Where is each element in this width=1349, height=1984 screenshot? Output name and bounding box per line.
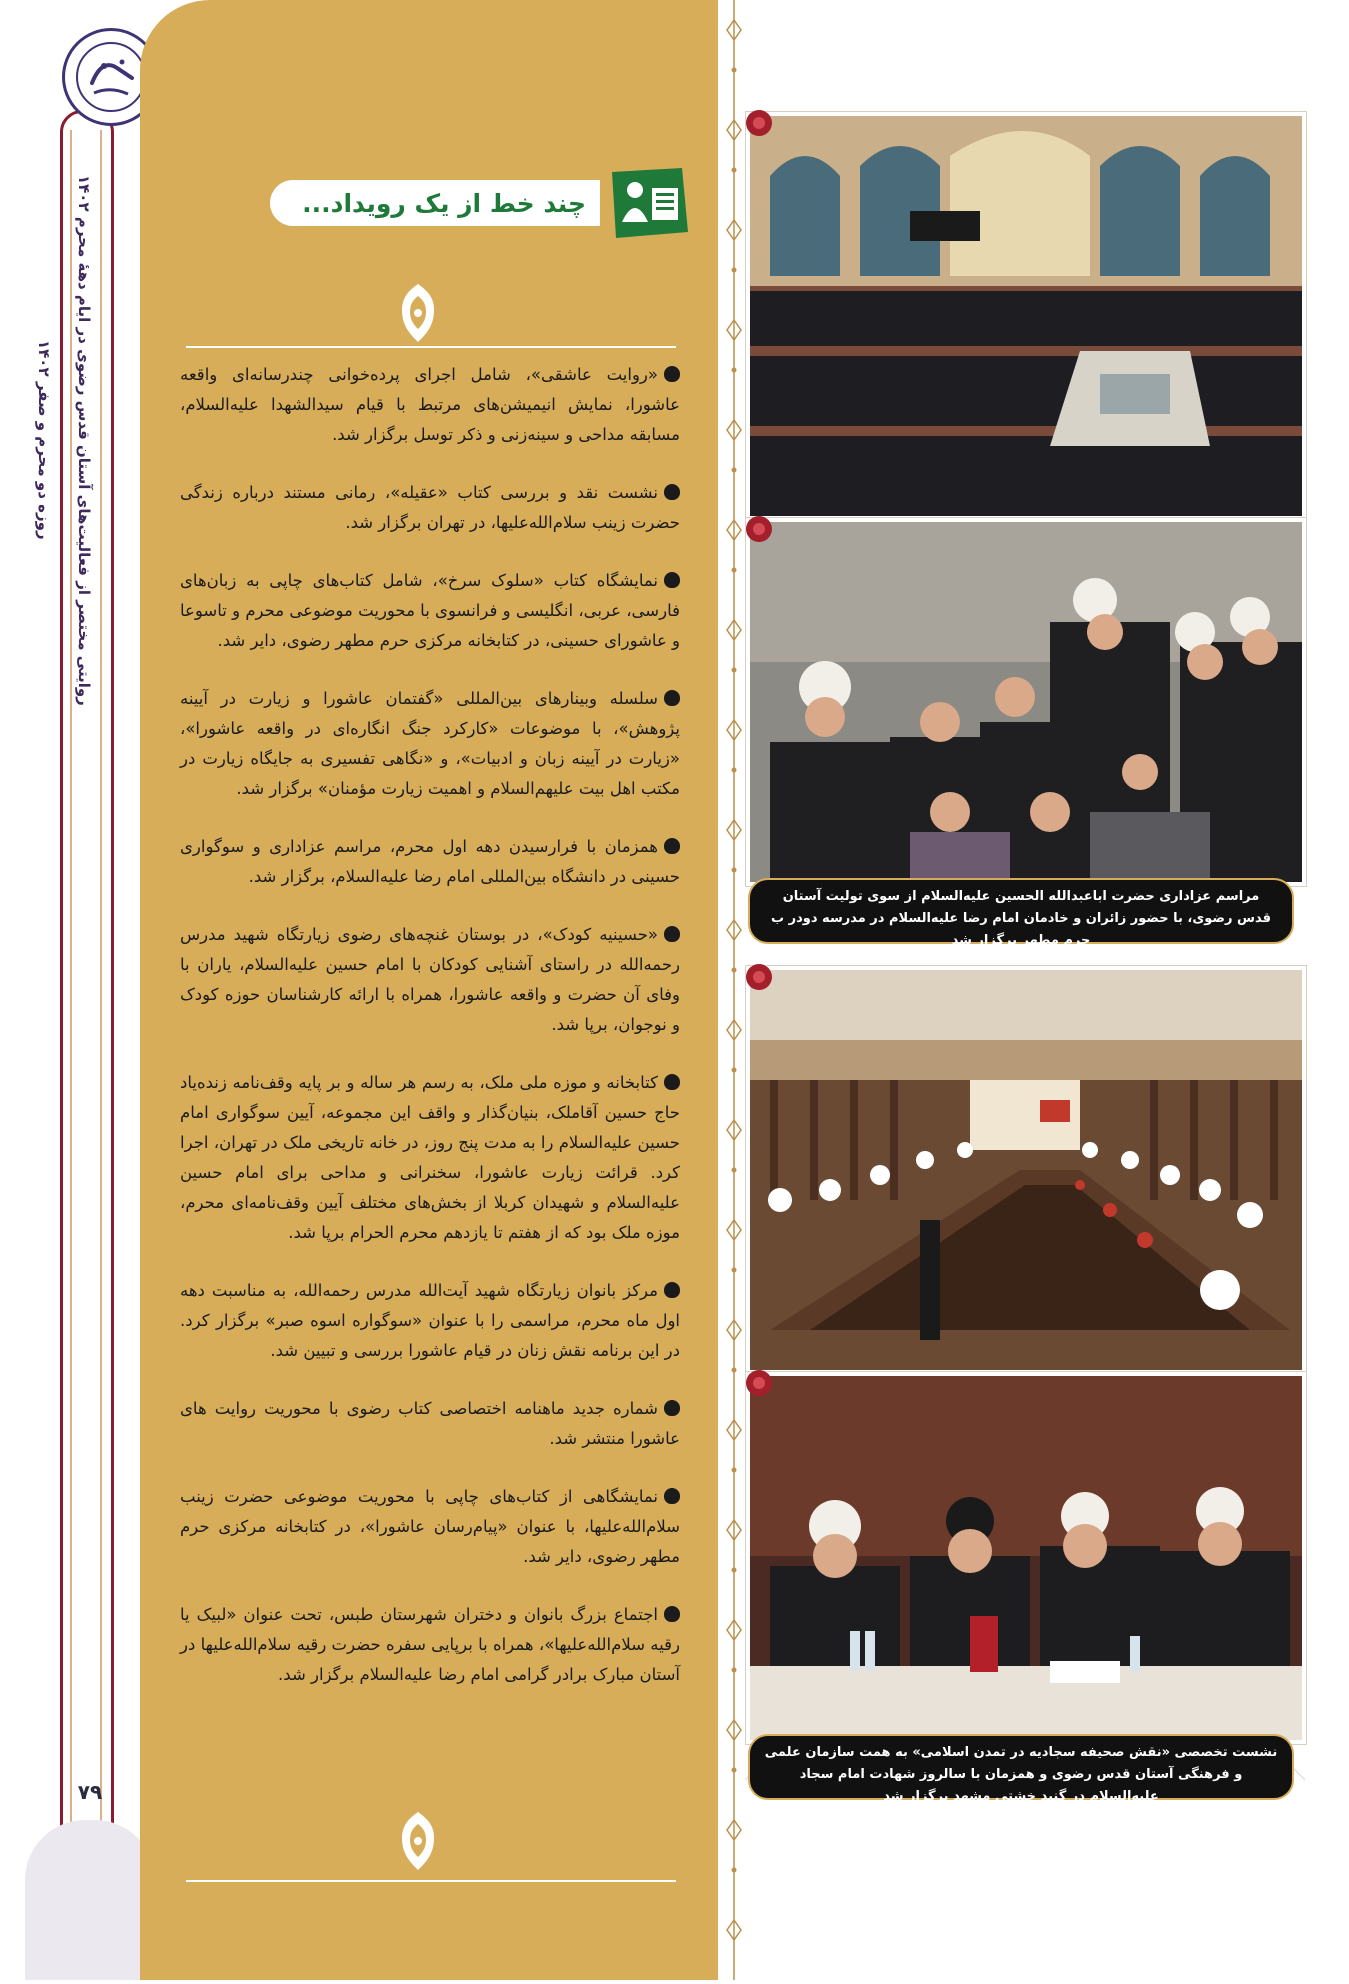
news-text: نشست نقد و بررسی کتاب «عقیله»، رمانی مستند درباره زندگی حضرت زینب سلام‌الله‌علیها، در تهران برگزار شد. [180,483,680,532]
news-item [180,684,680,804]
news-text: کتابخانه و موزه ملی ملک، به رسم هر ساله و بر پایه وقف‌نامه زنده‌یاد حاج حسین آقاملک، بنیان‌گذار و واقف این مجموعه، آیین سوگواری امام حسین علیه‌السلام را به مدت پنج روز، در خانه تاریخی ملک در تهران، اجرا کرد. قرائت زیارت عاشورا، سخنرانی و مداحی برای امام حسین علیه‌السلام و شهیدان کربلا از بخش‌های مختلف آیین وقف‌نامه‌ای محرم، موزه ملک بود که از هفتم تا یازدهم محرم الحرام برپا شد. [180,1073,680,1242]
rose-icon [744,514,774,544]
news-text: مرکز بانوان زیارتگاه شهید آیت‌الله مدرس رحمه‌الله، به مناسبت دهه اول ماه محرم، مراسمی را با عنوان «سوگواره اسوه صبر» برگزار کرد. در این برنامه نقش زنان در قیام عاشورا بررسی و تبیین شد. [180,1281,680,1360]
rose-icon [744,962,774,992]
bottom-divider [186,1880,676,1882]
bullet-icon [664,1488,680,1504]
news-text: نمایشگاه کتاب «سلوک سرخ»، شامل کتاب‌های چاپی به زبان‌های فارسی، عربی، انگلیسی و فرانسوی با محوریت موضوعی محرم و تاسوعا و عاشورای حسینی، در کتابخانه مرکزی حرم مطهر رضوی، دایر شد. [180,571,680,650]
bullet-icon [664,1606,680,1622]
news-text: همزمان با فرارسیدن دهه اول محرم، مراسم عزاداری و سوگواری حسینی در دانشگاه بین‌المللی امام رضا علیه‌السلام، برگزار شد. [180,837,680,886]
news-item [180,1068,680,1248]
news-list [180,360,680,1718]
news-item [180,1394,680,1454]
news-item [180,478,680,538]
photo-clerics-gathering [746,518,1306,886]
news-item [180,1600,680,1690]
hand-ornament-icon [396,1810,440,1874]
news-item [180,566,680,656]
bullet-icon [664,1282,680,1298]
section-title: چند خط از یک رویداد... [302,188,586,218]
news-icon [602,166,690,240]
photo-caption: مراسم عزاداری حضرت اباعبدالله الحسین علیه‌السلام از سوی تولیت آستان قدس رضوی، با حضور زائران و خادمان امام رضا علیه‌السلام در مدرسه دودر ب حرم مطهر برگزار شد [748,878,1294,944]
bullet-icon [664,926,680,942]
rose-icon [744,108,774,138]
bullet-icon [664,572,680,588]
news-item [180,920,680,1040]
news-text: «حسینیه کودک»، در بوستان غنچه‌های رضوی زیارتگاه شهید مدرس رحمه‌الله در راستای آشنایی کودکان با امام حسین علیه‌السلام، یاران با وفای آن حضرت و واقعه عاشورا، همراه با ارائه کارشناسان حوزه کودک و نوجوان، برپا شد. [180,925,680,1034]
sidebar-bottom-shape [25,1820,155,1980]
photo-conference-room [746,966,1306,1374]
photo-caption: نشست تخصصی «نقش صحیفه سجادیه در تمدن اسلامی» به همت سازمان علمی و فرهنگی آستان قدس رضوی و همزمان با سالروز شهادت امام سجاد علیه‌السلام در گنبد خشتی مشهد برگزار شد [748,1734,1294,1800]
bullet-icon [664,1074,680,1090]
photo-shrine-ceremony [746,112,1306,520]
hand-ornament-icon [396,282,440,346]
bullet-icon [664,838,680,854]
section-header [270,180,600,226]
bullet-icon [664,366,680,382]
bullet-icon [664,690,680,706]
news-item [180,1482,680,1572]
news-item [180,832,680,892]
bullet-icon [664,484,680,500]
news-item [180,360,680,450]
photo-panel-session [746,1372,1306,1744]
sidebar-vertical-text: روایتی مختصر از فعالیت‌های آستان قدس رضوی در ایام دهۀ محرم ۱۴۰۲ روزه دو محرم و صفر ۱۴۰۲ [35,174,93,706]
news-text: نمایشگاهی از کتاب‌های چاپی با محوریت موضوعی حضرت زینب سلام‌الله‌علیها، با عنوان «پیام‌رسان عاشورا»، در کتابخانه مرکزی حرم مطهر رضوی، دایر شد. [180,1487,680,1566]
news-text: شماره جدید ماهنامه اختصاصی کتاب رضوی با محوریت روایت های عاشورا منتشر شد. [180,1399,680,1448]
news-text: سلسله وبینارهای بین‌المللی «گفتمان عاشورا و زیارت در آیینه پژوهش»، با موضوعات «کارکرد جنگ انگاره‌ای در واقعه عاشورا»، «زیارت در آیینه زبان و ادبیات»، و «نگاهی تفسیری به جایگاه زیارت در مکتب اهل بیت علیهم‌السلام و اهمیت زیارت مؤمنان» برگزار شد. [180,689,680,798]
bullet-icon [664,1400,680,1416]
news-text: «روایت عاشقی»، شامل اجرای پرده‌خوانی چندرسانه‌ای واقعه عاشورا، نمایش انیمیشن‌های مرتبط با قیام سیدالشهدا علیه‌السلام، مسابقه مداحی و سینه‌زنی و ذکر توسل برگزار شد. [180,365,680,444]
page-number: ۷۹ [77,1780,103,1804]
news-item [180,1276,680,1366]
news-text: اجتماع بزرگ بانوان و دختران شهرستان طبس، تحت عنوان «لبیک یا رقیه سلام‌الله‌علیها»، همراه با برپایی سفره حضرت رقیه سلام‌الله‌علیها در آستان مبارک برادر گرامی امام رضا علیه‌السلام برگزار شد. [180,1605,680,1684]
logo-calligraphy-icon [72,38,150,116]
top-divider [186,346,676,348]
rose-icon [744,1368,774,1398]
